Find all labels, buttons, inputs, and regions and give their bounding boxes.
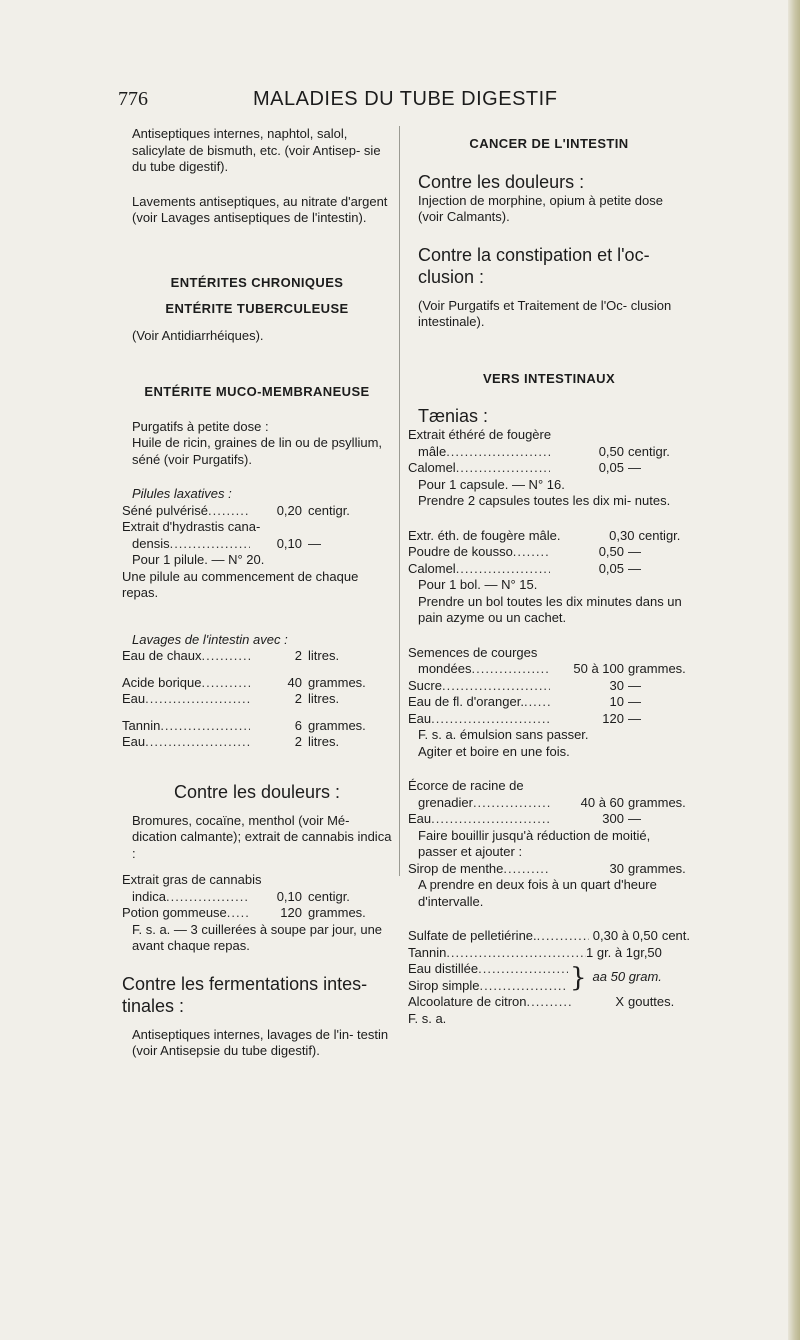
recipe-row: mâle ..... 0,50 centigr. — [408, 444, 690, 461]
recipe-note: F. s. a. — [408, 1010, 447, 1026]
subheading: Tænias : — [418, 406, 489, 426]
recipe-row: Eau ..... 2 litres. — [122, 734, 392, 751]
paragraph: (Voir Purgatifs et Traitement de l'Oc- clusion intestinale). — [418, 297, 672, 329]
paragraph: (Voir Antidiarrhéiques). — [132, 327, 264, 343]
paragraph: Injection de morphine, opium à petite dose (voir Calmants). — [418, 192, 663, 224]
recipe-row: Tannin ..... 1 gr. à 1gr,50 — [408, 945, 690, 962]
subheading: Contre les douleurs : — [418, 171, 585, 192]
recipe-note: Agiter et boire en une fois. — [418, 743, 570, 759]
page-title: MALADIES DU TUBE DIGESTIF — [253, 88, 558, 110]
recipe-note: Prendre 2 capsules toutes les dix mi- nutes. — [418, 493, 671, 508]
recipe-row: Tannin ..... 6 grammes. — [122, 718, 392, 735]
recipe-note: Pour 1 capsule. — N° 16. — [418, 476, 565, 492]
section-heading: ENTÉRITES CHRONIQUES — [170, 274, 344, 290]
brace-glyph: } — [570, 962, 587, 993]
paragraph: Huile de ricin, graines de lin ou de psyllium, séné (voir Purgatifs). — [132, 435, 383, 467]
recipe-row: Calomel ..... 0,05 — — [408, 460, 690, 477]
recipe-row: Eau ..... 2 litres. — [122, 691, 392, 708]
paragraph: Antiseptiques internes, naphtol, salol, salicylate de bismuth, etc. (voir Antisep- sie du tube digestif). — [132, 126, 381, 174]
page-number: 776 — [118, 88, 148, 110]
left-column — [122, 126, 392, 1060]
recipe-line: Extrait gras de cannabis — [122, 872, 262, 887]
recipe-row: Calomel ..... 0,05 — — [408, 561, 690, 578]
recipe-row: Extr. éth. de fougère mâle. 0,30 centigr. — [408, 527, 681, 543]
braced-rows: Eau distillée ..... Sirop simple ..... } aa 50 gram. — [408, 961, 690, 994]
subheading: Lavages de l'intestin avec : — [132, 631, 288, 647]
recipe-row: Alcoolature de citron ..... X gouttes. — [408, 994, 690, 1011]
recipe-line: Extrait d'hydrastis cana- — [122, 519, 261, 534]
section-heading: ENTÉRITE TUBERCULEUSE — [165, 301, 349, 316]
paragraph: Lavements antiseptiques, au nitrate d'argent (voir Lavages antiseptiques de l'intestin). — [132, 193, 388, 225]
recipe-line: Extrait éthéré de fougère — [408, 427, 552, 442]
right-column — [408, 126, 690, 1027]
recipe-note: A prendre en deux fois à un quart d'heure d'intervalle. — [418, 877, 657, 909]
recipe-row: Eau ..... 120 — — [408, 711, 690, 728]
subheading: Contre la constipation et l'oc- clusion : — [418, 244, 650, 287]
recipe-row: Potion gommeuse ..... 120 grammes. — [122, 905, 392, 922]
recipe-note: F. s. a. — 3 cuillerées à soupe par jour, une avant chaque repas. — [132, 921, 383, 953]
section-heading: ENTÉRITE MUCO-MEMBRANEUSE — [144, 384, 370, 399]
paragraph: Bromures, cocaïne, menthol (voir Mé- dication calmante); extrait de cannabis indica : — [132, 812, 392, 861]
recipe-row: indica ..... 0,10 centigr. — [122, 889, 392, 906]
section-heading: VERS INTESTINAUX — [482, 370, 616, 386]
recipe-row: densis ..... 0,10 — — [122, 536, 392, 553]
section-heading: Contre les douleurs : — [173, 781, 341, 802]
recipe-row: Sirop de menthe ..... 30 grammes. — [408, 861, 690, 878]
recipe-row: Poudre de kousso ..... 0,50 — — [408, 544, 690, 561]
recipe-note: Faire bouillir jusqu'à réduction de moitié, passer et ajouter : — [418, 827, 651, 859]
section-heading: Contre les fermentations intes- tinales : — [122, 973, 368, 1016]
section-heading: CANCER DE L'INTESTIN — [469, 136, 629, 151]
recipe-note: Prendre un bol toutes les dix minutes dans un pain azyme ou un cachet. — [418, 593, 682, 625]
recipe-note: Une pilule au commencement de chaque repas. — [122, 568, 359, 600]
recipe-row: Acide borique ..... 40 grammes. — [122, 675, 392, 692]
recipe-row: grenadier ..... 40 à 60 grammes. — [408, 795, 690, 812]
page-edge — [788, 0, 800, 1340]
braced-quantity: aa 50 gram. — [592, 969, 662, 985]
recipe-row: Sulfate de pelletiérine. ..... 0,30 à 0,50 cent. — [408, 928, 690, 945]
recipe-row: Eau ..... 300 — — [408, 811, 690, 828]
recipe-note: F. s. a. émulsion sans passer. — [418, 727, 589, 742]
recipe-note: Pour 1 bol. — N° 15. — [418, 577, 538, 592]
recipe-line: Écorce de racine de — [408, 778, 524, 793]
recipe-row: mondées ..... 50 à 100 grammes. — [408, 661, 690, 678]
recipe-row: Séné pulvérisé ..... 0,20 centigr. — [122, 503, 392, 520]
subheading: Pilules laxatives : — [132, 486, 232, 501]
recipe-row: Eau de fl. d'oranger. ..... 10 — — [408, 694, 690, 711]
paragraph: Antiseptiques internes, lavages de l'in- testin (voir Antisepsie du tube digestif). — [132, 1026, 389, 1058]
recipe-note: Pour 1 pilule. — N° 20. — [132, 552, 265, 567]
recipe-row: Sucre ..... 30 — — [408, 678, 690, 695]
column-divider — [399, 126, 400, 876]
recipe-line: Semences de courges — [408, 644, 538, 660]
paragraph: Purgatifs à petite dose : — [132, 418, 269, 434]
recipe-row: Eau de chaux ..... 2 litres. — [122, 648, 392, 665]
